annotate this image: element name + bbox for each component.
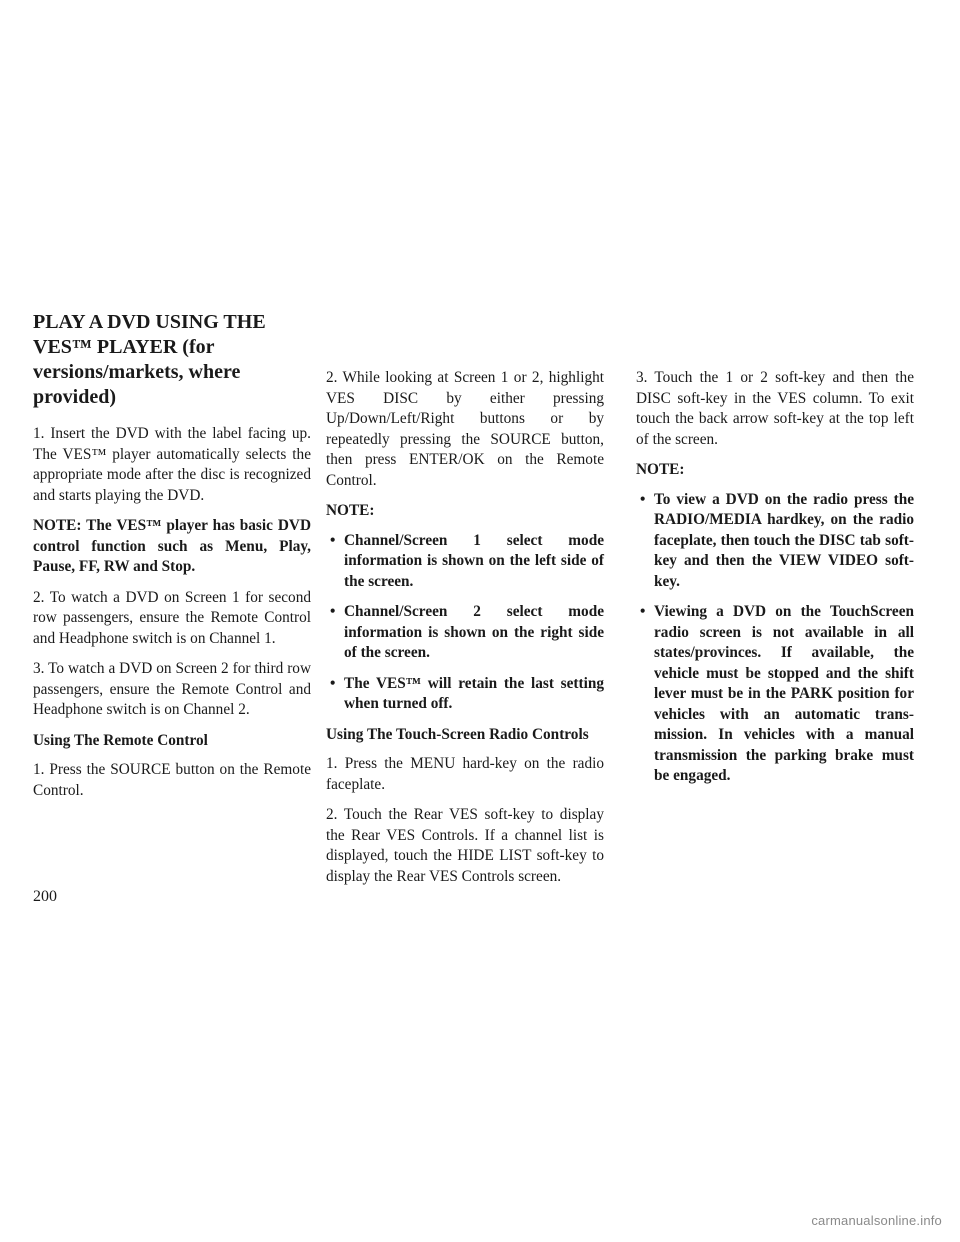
note-bullet: • Channel/Screen 1 select mode information is shown on the left side of the screen. <box>330 531 604 590</box>
bullet-dot-icon: • <box>330 674 336 692</box>
column-3 <box>636 368 914 797</box>
bullet-dot-icon: • <box>640 603 646 620</box>
bullet-dot-icon: • <box>640 490 646 508</box>
step-touch-disc: 3. Touch the 1 or 2 soft-key and then the DISC soft-key in the VES column. To exit touch the back arrow soft-key at the top left of the screen. <box>636 369 914 448</box>
note-bullet: • The VES™ will retain the last setting when turned off. <box>330 674 604 712</box>
step-press-menu: 1. Press the MENU hard-key on the radio faceplate. <box>326 755 604 793</box>
step-highlight-ves-disc: 2. While looking at Screen 1 or 2, highlight VES DISC by either pressing Up/Down/Left/Right buttons or by repeatedly pressing the SOURCE button, then press ENTER/OK on the Remote Control. <box>326 369 604 489</box>
step-press-source: 1. Press the SOURCE button on the Remote Control. <box>33 761 311 799</box>
step-screen-1: 2. To watch a DVD on Screen 1 for second row passengers, ensure the Remote Control and Headphone switch is on Channel 1. <box>33 588 311 647</box>
note-bullet: • Viewing a DVD on the TouchScreen radio screen is not available in all states/provinces. If available, the vehicle must be stopped and the shift lever must be in the PARK position for vehicles with an automatic transmission. In vehicles with a manual transmission the parking brake must be engaged. <box>640 603 914 784</box>
subhead-touch-screen: Using The Touch-Screen Radio Controls <box>326 725 589 743</box>
bullet-dot-icon: • <box>330 603 336 620</box>
column-1 <box>33 310 311 811</box>
site-watermark[interactable]: carmanualsonline.info <box>811 1213 942 1228</box>
page-number: 200 <box>33 888 57 905</box>
note-label: NOTE: <box>636 461 685 478</box>
note-label: NOTE: <box>326 502 375 519</box>
subhead-remote-control: Using The Remote Control <box>33 731 208 749</box>
note-bullet: • Channel/Screen 2 select mode information is shown on the right side of the screen. <box>330 603 604 661</box>
note-control-functions: NOTE: The VES™ player has basic DVD control function such as Menu, Play, Pause, FF, RW and Stop. <box>33 517 311 575</box>
bullet-dot-icon: • <box>330 531 336 549</box>
section-heading: PLAY A DVD USING THE VES™ PLAYER (for versions/markets, where provided) <box>33 311 266 408</box>
note-bullet: • To view a DVD on the radio press the RADIO/MEDIA hardkey, on the radio faceplate, then touch the DISC tab soft-key and then the VIEW VIDEO soft-key. <box>640 490 914 590</box>
column-2 <box>326 368 604 897</box>
step-touch-rear-ves: 2. Touch the Rear VES soft-key to display the Rear VES Controls. If a channel list is displayed, touch the HIDE LIST soft-key to display the Rear VES Controls screen. <box>326 806 604 885</box>
step-screen-2: 3. To watch a DVD on Screen 2 for third row passengers, ensure the Remote Control and Headphone switch is on Channel 2. <box>33 660 311 718</box>
step-insert-dvd: 1. Insert the DVD with the label facing up. The VES™ player automatically selects the appropriate mode after the disc is recognized and starts playing the DVD. <box>33 425 311 504</box>
